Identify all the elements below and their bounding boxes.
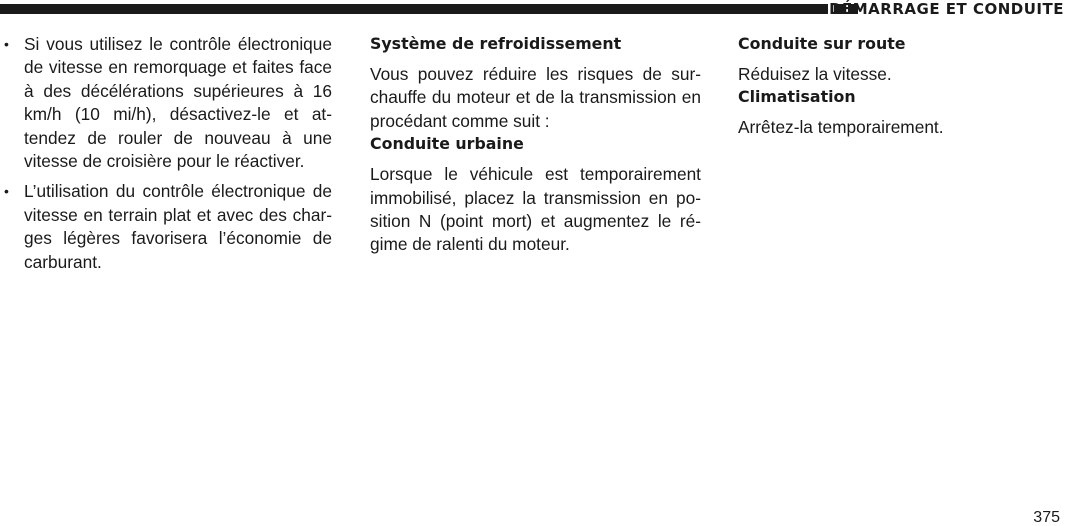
bullet-icon: • xyxy=(4,36,9,52)
bullet-icon: • xyxy=(4,183,9,200)
paragraph: Réduisez la vitesse. xyxy=(738,64,892,84)
page-number: 375 xyxy=(1033,509,1060,526)
column-right xyxy=(738,33,1068,140)
section-title: DÉMARRAGE ET CONDUITE xyxy=(829,0,1064,18)
heading-air-conditioning: Climatisation xyxy=(738,87,856,107)
paragraph: Vous pouvez réduire les risques de sur-chauffe du moteur et de la transmission en procédant comme suit : xyxy=(370,64,701,131)
list-item xyxy=(4,180,332,274)
paragraph: Arrêtez-la temporairement. xyxy=(738,117,944,138)
header-rule xyxy=(0,4,828,14)
heading-cooling-system: Système de refroidissement xyxy=(370,34,622,53)
bullet-text: L’utilisation du contrôle électronique de vitesse en terrain plat et avec des char-ges légères favorisera l’économie de carburant. xyxy=(24,181,332,272)
list-item xyxy=(4,33,332,173)
column-middle xyxy=(370,33,701,257)
heading-city-driving: Conduite urbaine xyxy=(370,134,524,154)
bullet-text: Si vous utilisez le contrôle électronique de vitesse en remorquage et faites face à des décélérations supérieures à 16 km/h (10 mi/h), désactivez-le et at-tendez de rouler de nouveau à une vitesse de croisière pour le réactiver. xyxy=(24,34,332,172)
heading-highway-driving: Conduite sur route xyxy=(738,34,906,53)
column-left xyxy=(4,33,332,281)
paragraph: Lorsque le véhicule est temporairement immobilisé, placez la transmission en po-sition N (point mort) et augmentez le ré-gime de ralenti du moteur. xyxy=(370,164,701,255)
